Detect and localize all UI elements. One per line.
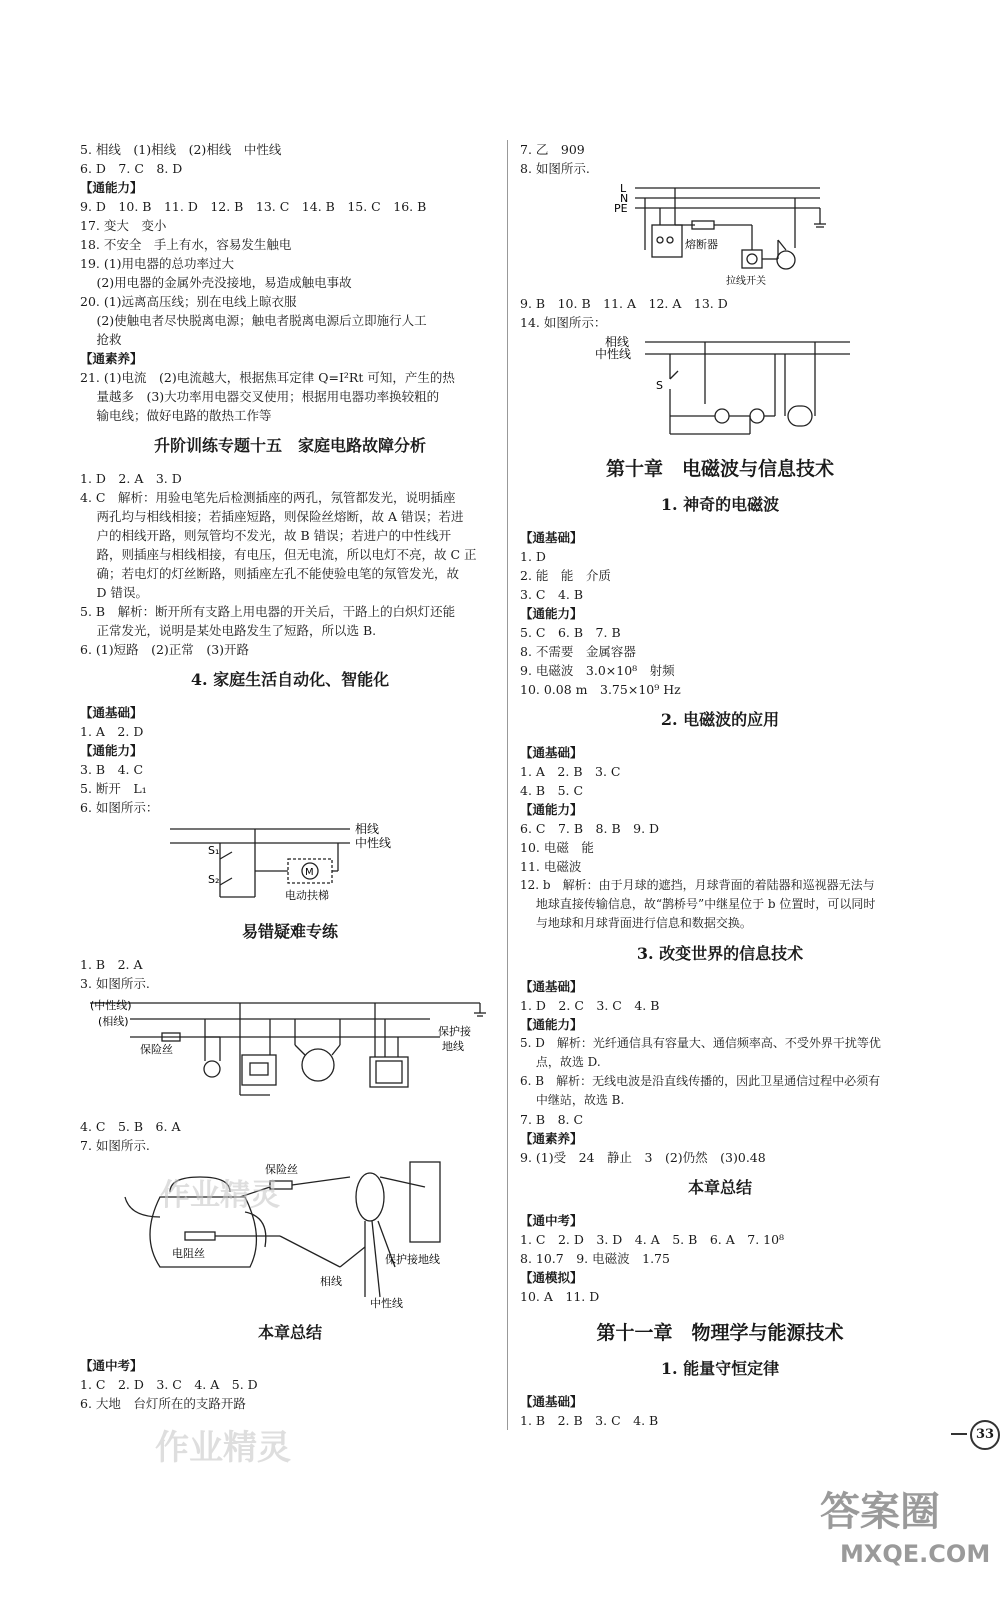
answer-group (80, 140, 500, 178)
answer-line: 两孔均与相线相接；若插座短路，则保险丝熔断，故 A 错误；若进 (80, 509, 464, 524)
figure-lnpe-wiring (520, 180, 920, 292)
section-heading: 1. 能量守恒定律 (660, 1359, 780, 1378)
section-tag: 【通中考】 (520, 1213, 583, 1228)
answer-line: 路，则插座与相线相接，有电压，但无电流，所以电灯不亮，故 C 正 (80, 547, 477, 562)
answer-line: 9. 电磁波 3.0×10⁸ 射频 (520, 663, 675, 678)
answer-line: 7. 乙 909 (520, 142, 585, 157)
answer-line: 9. (1)受 24 静止 3 (2)仍然 (3)0.48 (520, 1150, 766, 1165)
fuse-label: 保险丝 (265, 1163, 298, 1176)
neutral-wire-label: 中性线 (355, 836, 392, 850)
section-tag: 【通能力】 (80, 180, 143, 195)
section-tag: 【通基础】 (520, 1394, 583, 1409)
switch-label: 拉线开关 (726, 276, 766, 287)
section-tag: 【通基础】 (520, 530, 583, 545)
answer-line: 18. 不安全 手上有水，容易发生触电 (80, 237, 292, 252)
answer-line: 6. 大地 台灯所在的支路开路 (80, 1396, 246, 1411)
live-wire-label: L (620, 182, 627, 195)
neutral-wire-label: N (620, 192, 629, 205)
page-number (951, 1420, 1000, 1450)
answer-line: 输电线；做好电路的散热工作等 (80, 408, 272, 423)
answer-line: 1. D 2. C 3. C 4. B (520, 998, 660, 1013)
answer-line: 4. C 解析：用验电笔先后检测插座的两孔，氖管都发光，说明插座 (80, 490, 456, 505)
chapter-heading: 第十章 电磁波与信息技术 (605, 458, 834, 480)
answer-line: 与地球和月球背面进行信息和数据交换。 (520, 916, 752, 930)
section-tag: 【通素养】 (520, 1131, 583, 1146)
page-number-dash (951, 1433, 967, 1435)
answer-line: 1. B 2. B 3. C 4. B (520, 1413, 659, 1428)
fuse-label: 保险丝 (140, 1043, 173, 1056)
answer-line: 正常发光，说明是某处电路发生了短路，所以选 B. (80, 623, 377, 638)
live-wire-label: 相线 (355, 822, 380, 836)
answer-group (80, 469, 500, 659)
answer-line: 5. 断开 L₁ (80, 781, 147, 796)
answer-group (80, 368, 500, 425)
section-tag: 【通能力】 (80, 743, 143, 758)
answer-line: (2)使触电者尽快脱离电源；触电者脱离电源后立即施行人工 (80, 313, 427, 328)
answer-line: 4. C 5. B 6. A (80, 1119, 181, 1134)
answer-line: 6. 如图所示： (80, 800, 159, 815)
answer-line: 1. C 2. D 3. D 4. A 5. B 6. A 7. 10⁸ (520, 1232, 785, 1247)
answer-line: 5. C 6. B 7. B (520, 625, 621, 640)
section-heading: 本章总结 (687, 1178, 752, 1197)
answer-line: 户的相线开路，则氖管均不发光，故 B 错误；若进户的中性线开 (80, 528, 452, 543)
answer-line: D 错误。 (80, 585, 148, 600)
section-heading: 3. 改变世界的信息技术 (636, 944, 804, 963)
answer-line: 3. B 4. C (80, 762, 144, 777)
answer-line: (2)用电器的金属外壳没接地，易造成触电事故 (80, 275, 352, 290)
chapter-heading: 第十一章 物理学与能源技术 (596, 1322, 844, 1344)
live-wire-label: (相线) (98, 1015, 129, 1028)
section-heading: 1. 神奇的电磁波 (660, 495, 780, 514)
left-column (80, 140, 500, 1413)
answer-line: 5. D 解析：光纤通信具有容量大、通信频率高、不受外界干扰等优 (520, 1036, 881, 1050)
live-wire-label: 相线 (320, 1275, 342, 1288)
answer-line: 8. 不需要 金属容器 (520, 644, 636, 659)
answer-line: 19. (1)用电器的总功率过大 (80, 256, 235, 271)
section-heading: 2. 电磁波的应用 (660, 710, 780, 729)
answer-line: 确；若电灯的灯丝断路，则插座左孔不能使验电笔的氖管发光，故 (80, 566, 459, 581)
answer-line: 6. C 7. B 8. B 9. D (520, 821, 660, 836)
answer-line: 1. D (520, 549, 546, 564)
answer-group (80, 197, 500, 349)
neutral-wire-label: (中性线) (90, 999, 132, 1012)
answer-line: 7. 如图所示. (80, 1138, 150, 1153)
answer-line: 2. 能 能 介质 (520, 568, 611, 583)
answer-line: 8. 如图所示. (520, 161, 590, 176)
section-tag: 【通能力】 (520, 606, 583, 621)
page-number-value: 33 (970, 1420, 1000, 1450)
watermark: 作业精灵 (155, 1428, 291, 1468)
section-tag: 【通基础】 (80, 705, 143, 720)
answer-line: 4. B 5. C (520, 783, 584, 798)
watermark: 作业精灵 (160, 1178, 280, 1213)
answer-line: 14. 如图所示： (520, 315, 607, 330)
section-heading: 本章总结 (257, 1323, 322, 1342)
section-tag: 【通基础】 (520, 745, 583, 760)
answer-line: 10. 0.08 m 3.75×10⁹ Hz (520, 682, 681, 697)
column-divider (507, 140, 508, 1430)
answer-line: 20. (1)远离高压线；别在电线上晾衣服 (80, 294, 297, 309)
answer-line: 点，故选 D. (520, 1055, 601, 1069)
answer-line: 17. 变大 变小 (80, 218, 167, 233)
motor-icon: M (305, 867, 314, 878)
heater-label: 电阻丝 (172, 1247, 205, 1260)
figure-lamp-circuit (520, 334, 920, 442)
live-wire-label: 相线 (605, 335, 630, 349)
switch-label: S₁ (208, 844, 220, 857)
answer-line: 6. B 解析：无线电波是沿直线传播的，因此卫星通信过程中必须有 (520, 1074, 881, 1088)
section-heading: 易错疑难专练 (241, 922, 338, 941)
neutral-wire-label: 中性线 (370, 1297, 403, 1310)
neutral-wire-label: 中性线 (595, 347, 632, 361)
section-tag: 【通模拟】 (520, 1270, 583, 1285)
answer-line: 7. B 8. C (520, 1112, 584, 1127)
answer-line: 1. B 2. A (80, 957, 143, 972)
switch-label: S (656, 379, 663, 392)
watermark: MXQE.COM (840, 1540, 991, 1568)
section-heading: 升阶训练专题十五 家庭电路故障分析 (153, 436, 426, 455)
answer-line: 地球直接传输信息，故“鹊桥号”中继星位于 b 位置时，可以同时 (520, 897, 876, 911)
ground-label: 保护接 (438, 1025, 471, 1038)
answer-line: 10. A 11. D (520, 1289, 600, 1304)
answer-line: 1. D 2. A 3. D (80, 471, 182, 486)
section-heading: 4. 家庭生活自动化、智能化 (190, 670, 390, 689)
fuse-label: 熔断器 (685, 238, 718, 251)
answer-line: 5. B 解析：断开所有支路上用电器的开关后，干路上的白炽灯还能 (80, 604, 456, 619)
figure-kettle-wiring (80, 1157, 500, 1312)
answer-line: 1. A 2. B 3. C (520, 764, 621, 779)
escalator-label: 电动扶梯 (285, 889, 329, 902)
answer-line: 3. C 4. B (520, 587, 584, 602)
ground-label: 保护接地线 (385, 1253, 440, 1266)
answer-line: 8. 10.7 9. 电磁波 1.75 (520, 1251, 670, 1266)
answer-line: 中继站，故选 B. (520, 1093, 625, 1107)
section-tag: 【通中考】 (80, 1358, 143, 1373)
answer-line: 抢救 (80, 332, 122, 347)
figure-home-wiring (80, 995, 500, 1115)
answer-line: 1. A 2. D (80, 724, 144, 739)
ground-label: PE (614, 202, 628, 215)
figure-escalator-circuit (80, 819, 500, 911)
switch-label: S₂ (208, 873, 220, 886)
section-tag: 【通能力】 (520, 1017, 583, 1032)
watermark: 答案圈 (820, 1489, 940, 1535)
answer-line: 6. (1)短路 (2)正常 (3)开路 (80, 642, 250, 657)
answer-line: 11. 电磁波 (520, 859, 582, 874)
answer-line: 12. b 解析：由于月球的遮挡，月球背面的着陆器和巡视器无法与 (520, 878, 875, 892)
section-tag: 【通能力】 (520, 802, 583, 817)
answer-line: 1. C 2. D 3. C 4. A 5. D (80, 1377, 258, 1392)
right-column (520, 140, 920, 1430)
answer-line: 10. 电磁 能 (520, 840, 594, 855)
answer-line: 3. 如图所示. (80, 976, 150, 991)
answer-line: 9. B 10. B 11. A 12. A 13. D (520, 296, 728, 311)
section-tag: 【通基础】 (520, 979, 583, 994)
answer-line: 21. (1)电流 (2)电流越大，根据焦耳定律 Q=I²Rt 可知，产生的热 (80, 370, 455, 385)
answer-line: 量越多 (3)大功率用电器交叉使用；根据用电器功率换较粗的 (80, 389, 440, 404)
answer-line: 6. D 7. C 8. D (80, 161, 183, 176)
answer-line: 9. D 10. B 11. D 12. B 13. C 14. B 15. C 16. B (80, 199, 427, 214)
ground-label: 地线 (442, 1040, 464, 1053)
section-tag: 【通素养】 (80, 351, 143, 366)
answer-line: 5. 相线 (1)相线 (2)相线 中性线 (80, 142, 282, 157)
